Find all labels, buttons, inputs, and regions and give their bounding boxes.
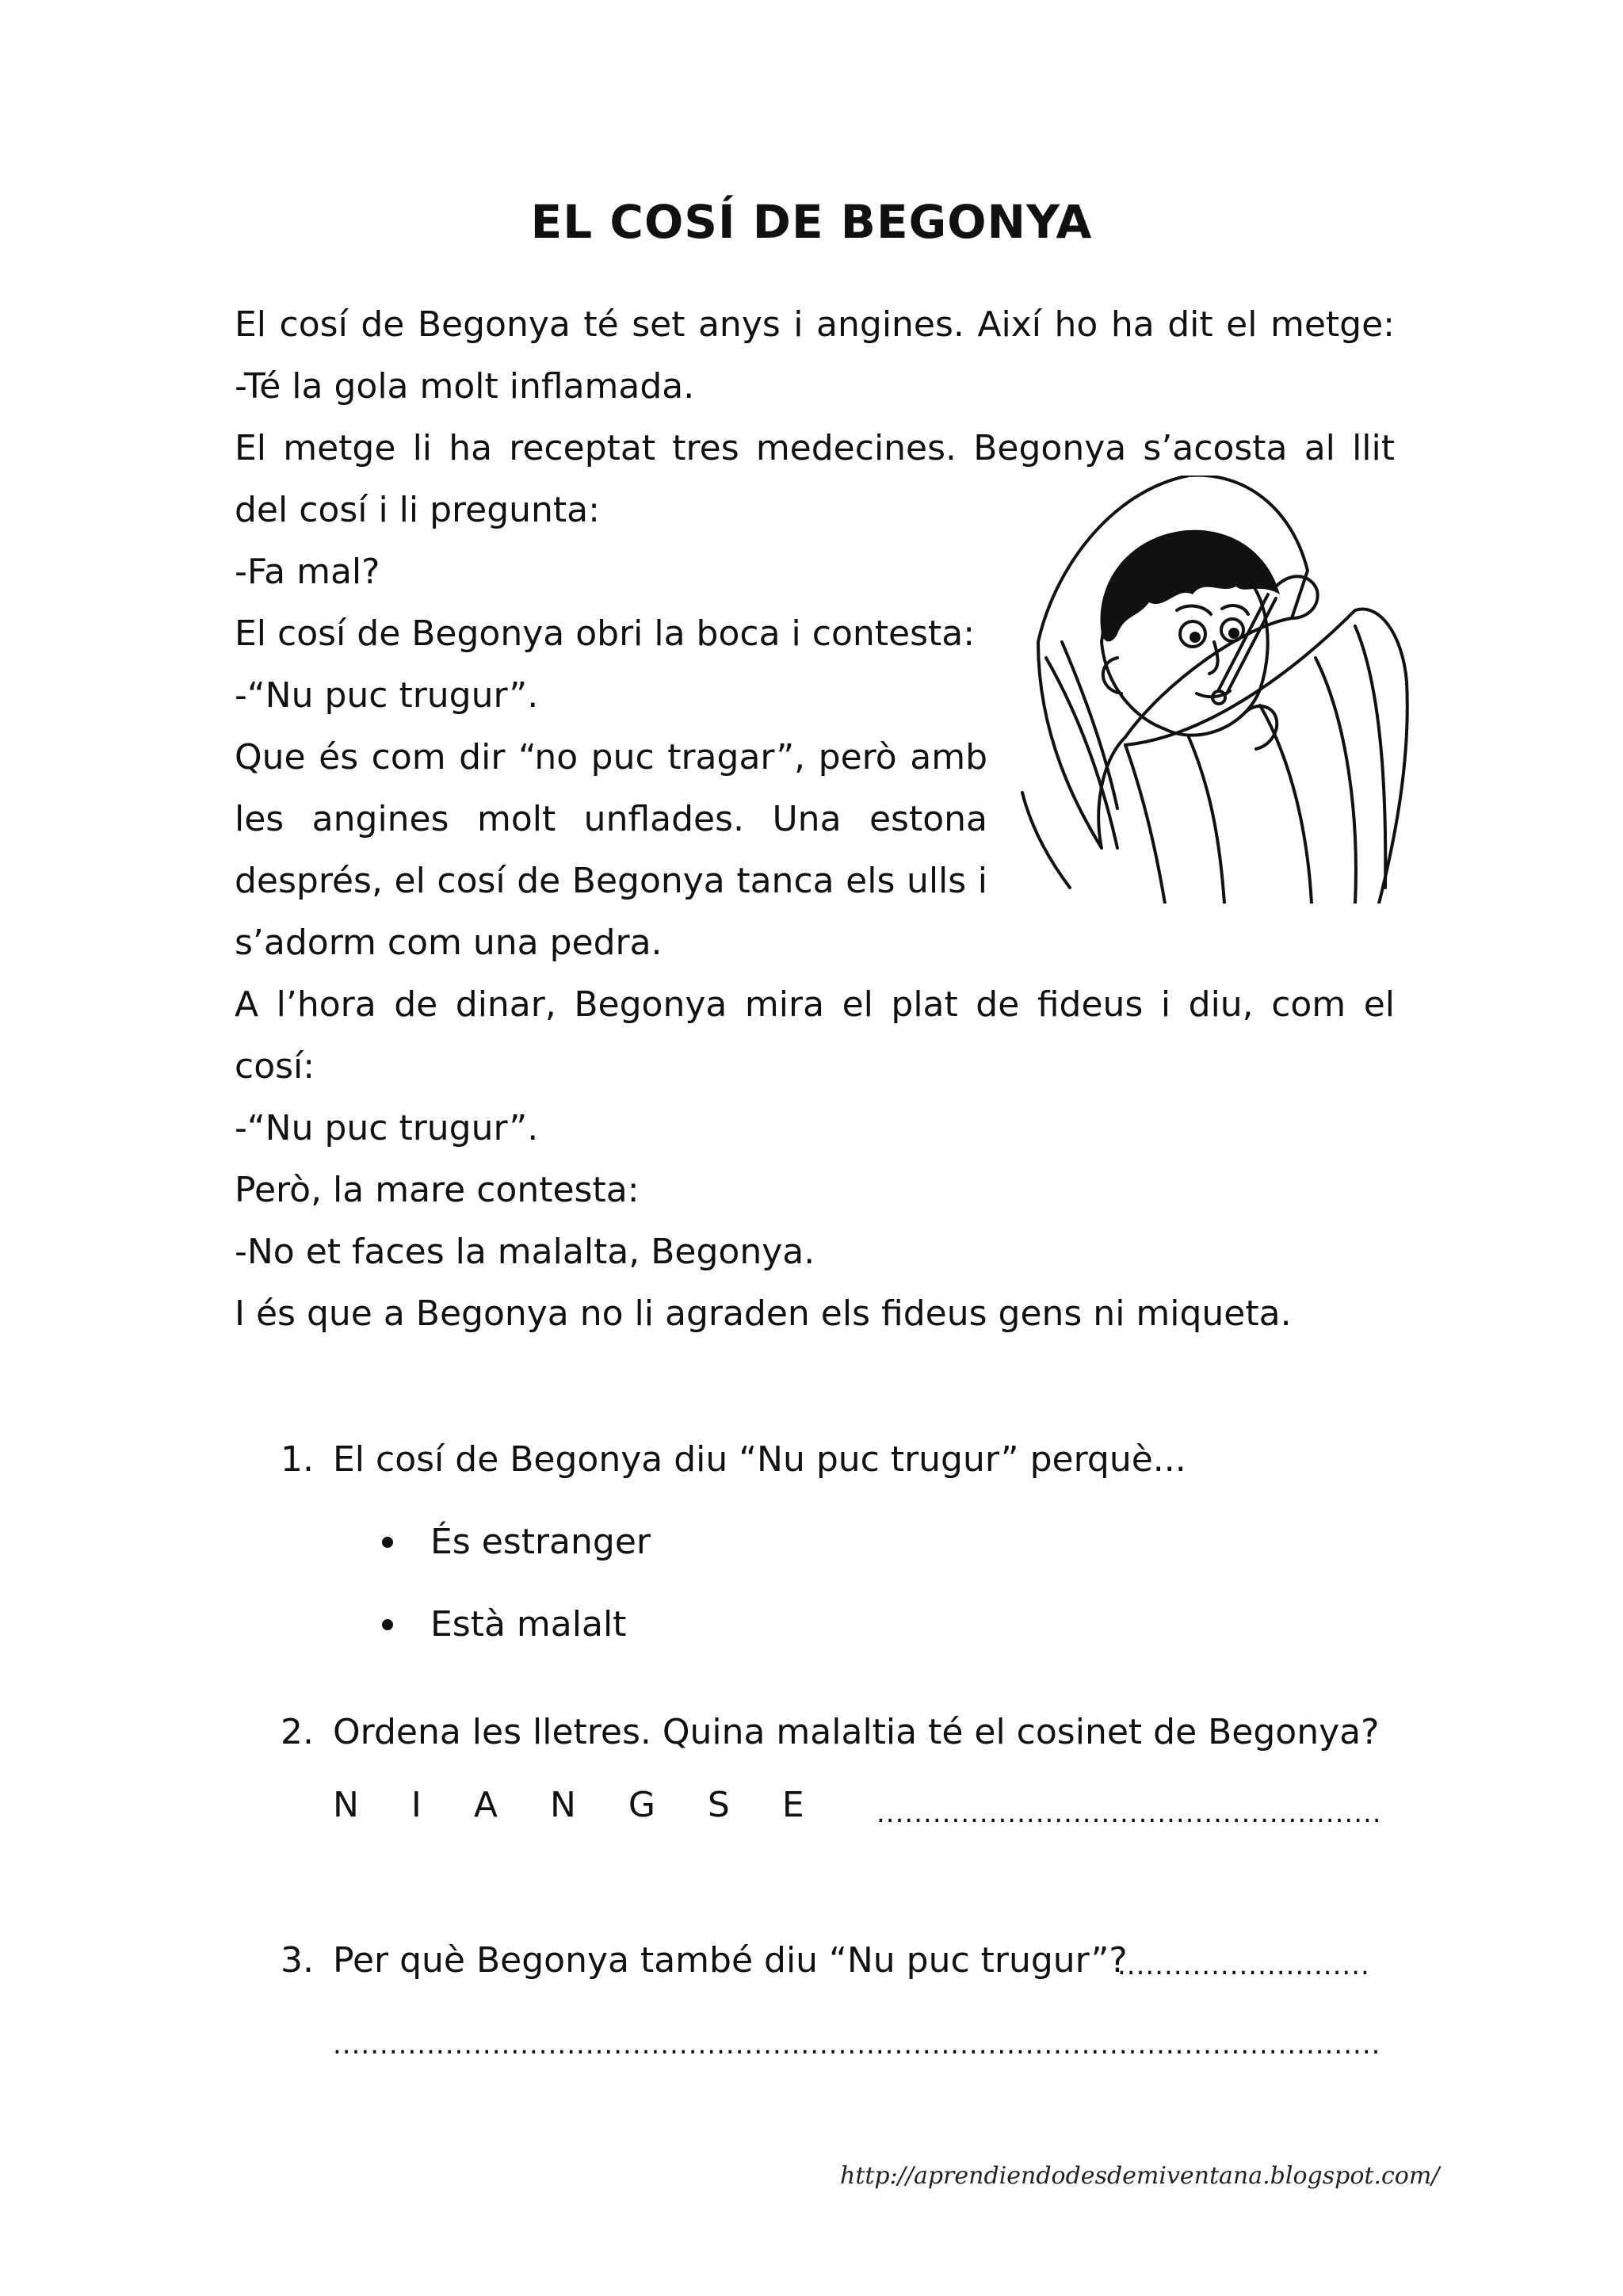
page-title: EL COSÍ DE BEGONYA [530, 195, 1093, 249]
story-line: després, el cosí de Begonya tanca els ulls i [235, 861, 987, 901]
story-line: Però, la mare contesta: [235, 1170, 640, 1210]
story-line: les angines molt unflades. Una estona [235, 799, 987, 839]
bullet-icon [382, 1619, 393, 1630]
story-line: s’adorm com una pedra. [235, 923, 663, 963]
sick-boy-in-bed-illustration [1006, 476, 1411, 904]
question-number: 2. [281, 1712, 314, 1752]
answer-line[interactable]: ........................... [1117, 1950, 1370, 1981]
answer-line[interactable]: ...................................................... [876, 1797, 1382, 1829]
question-number: 3. [281, 1940, 314, 1981]
question-text: El cosí de Begonya diu “Nu puc trugur” perquè... [333, 1439, 1186, 1480]
answer-option[interactable]: És estranger [430, 1522, 651, 1562]
answer-option[interactable]: Està malalt [430, 1604, 627, 1645]
story-line: -No et faces la malalta, Begonya. [235, 1232, 815, 1272]
story-line: -“Nu puc trugur”. [235, 675, 539, 716]
question-text: Ordena les lletres. Quina malaltia té el cosinet de Begonya? [333, 1712, 1380, 1752]
story-line: I és que a Begonya no li agraden els fideus gens ni miqueta. [235, 1293, 1292, 1334]
story-line: del cosí i li pregunta: [235, 490, 600, 530]
story-line: cosí: [235, 1046, 315, 1087]
story-line: El metge li ha receptat tres medecines. Begonya s’acosta al llit [235, 428, 1395, 468]
story-line: El cosí de Begonya té set anys i angines. Així ho ha dit el metge: [235, 304, 1395, 345]
story-line: -“Nu puc trugur”. [235, 1108, 539, 1148]
answer-line[interactable]: ................................................................................................................ [333, 2029, 1381, 2061]
footer-url: http://aprendiendodesdemiventana.blogspot.com/ [840, 2162, 1440, 2190]
question-number: 1. [281, 1439, 314, 1480]
story-line: A l’hora de dinar, Begonya mira el plat de fideus i diu, com el [235, 984, 1395, 1025]
scrambled-letters: N I A N G S E [333, 1785, 825, 1825]
story-line: -Té la gola molt inflamada. [235, 366, 695, 407]
story-line: -Fa mal? [235, 552, 380, 592]
story-line: Que és com dir “no puc tragar”, però amb [235, 737, 987, 777]
story-line: El cosí de Begonya obri la boca i contesta: [235, 613, 976, 654]
bullet-icon [382, 1537, 393, 1548]
question-text: Per què Begonya també diu “Nu puc trugur”? [333, 1940, 1128, 1981]
